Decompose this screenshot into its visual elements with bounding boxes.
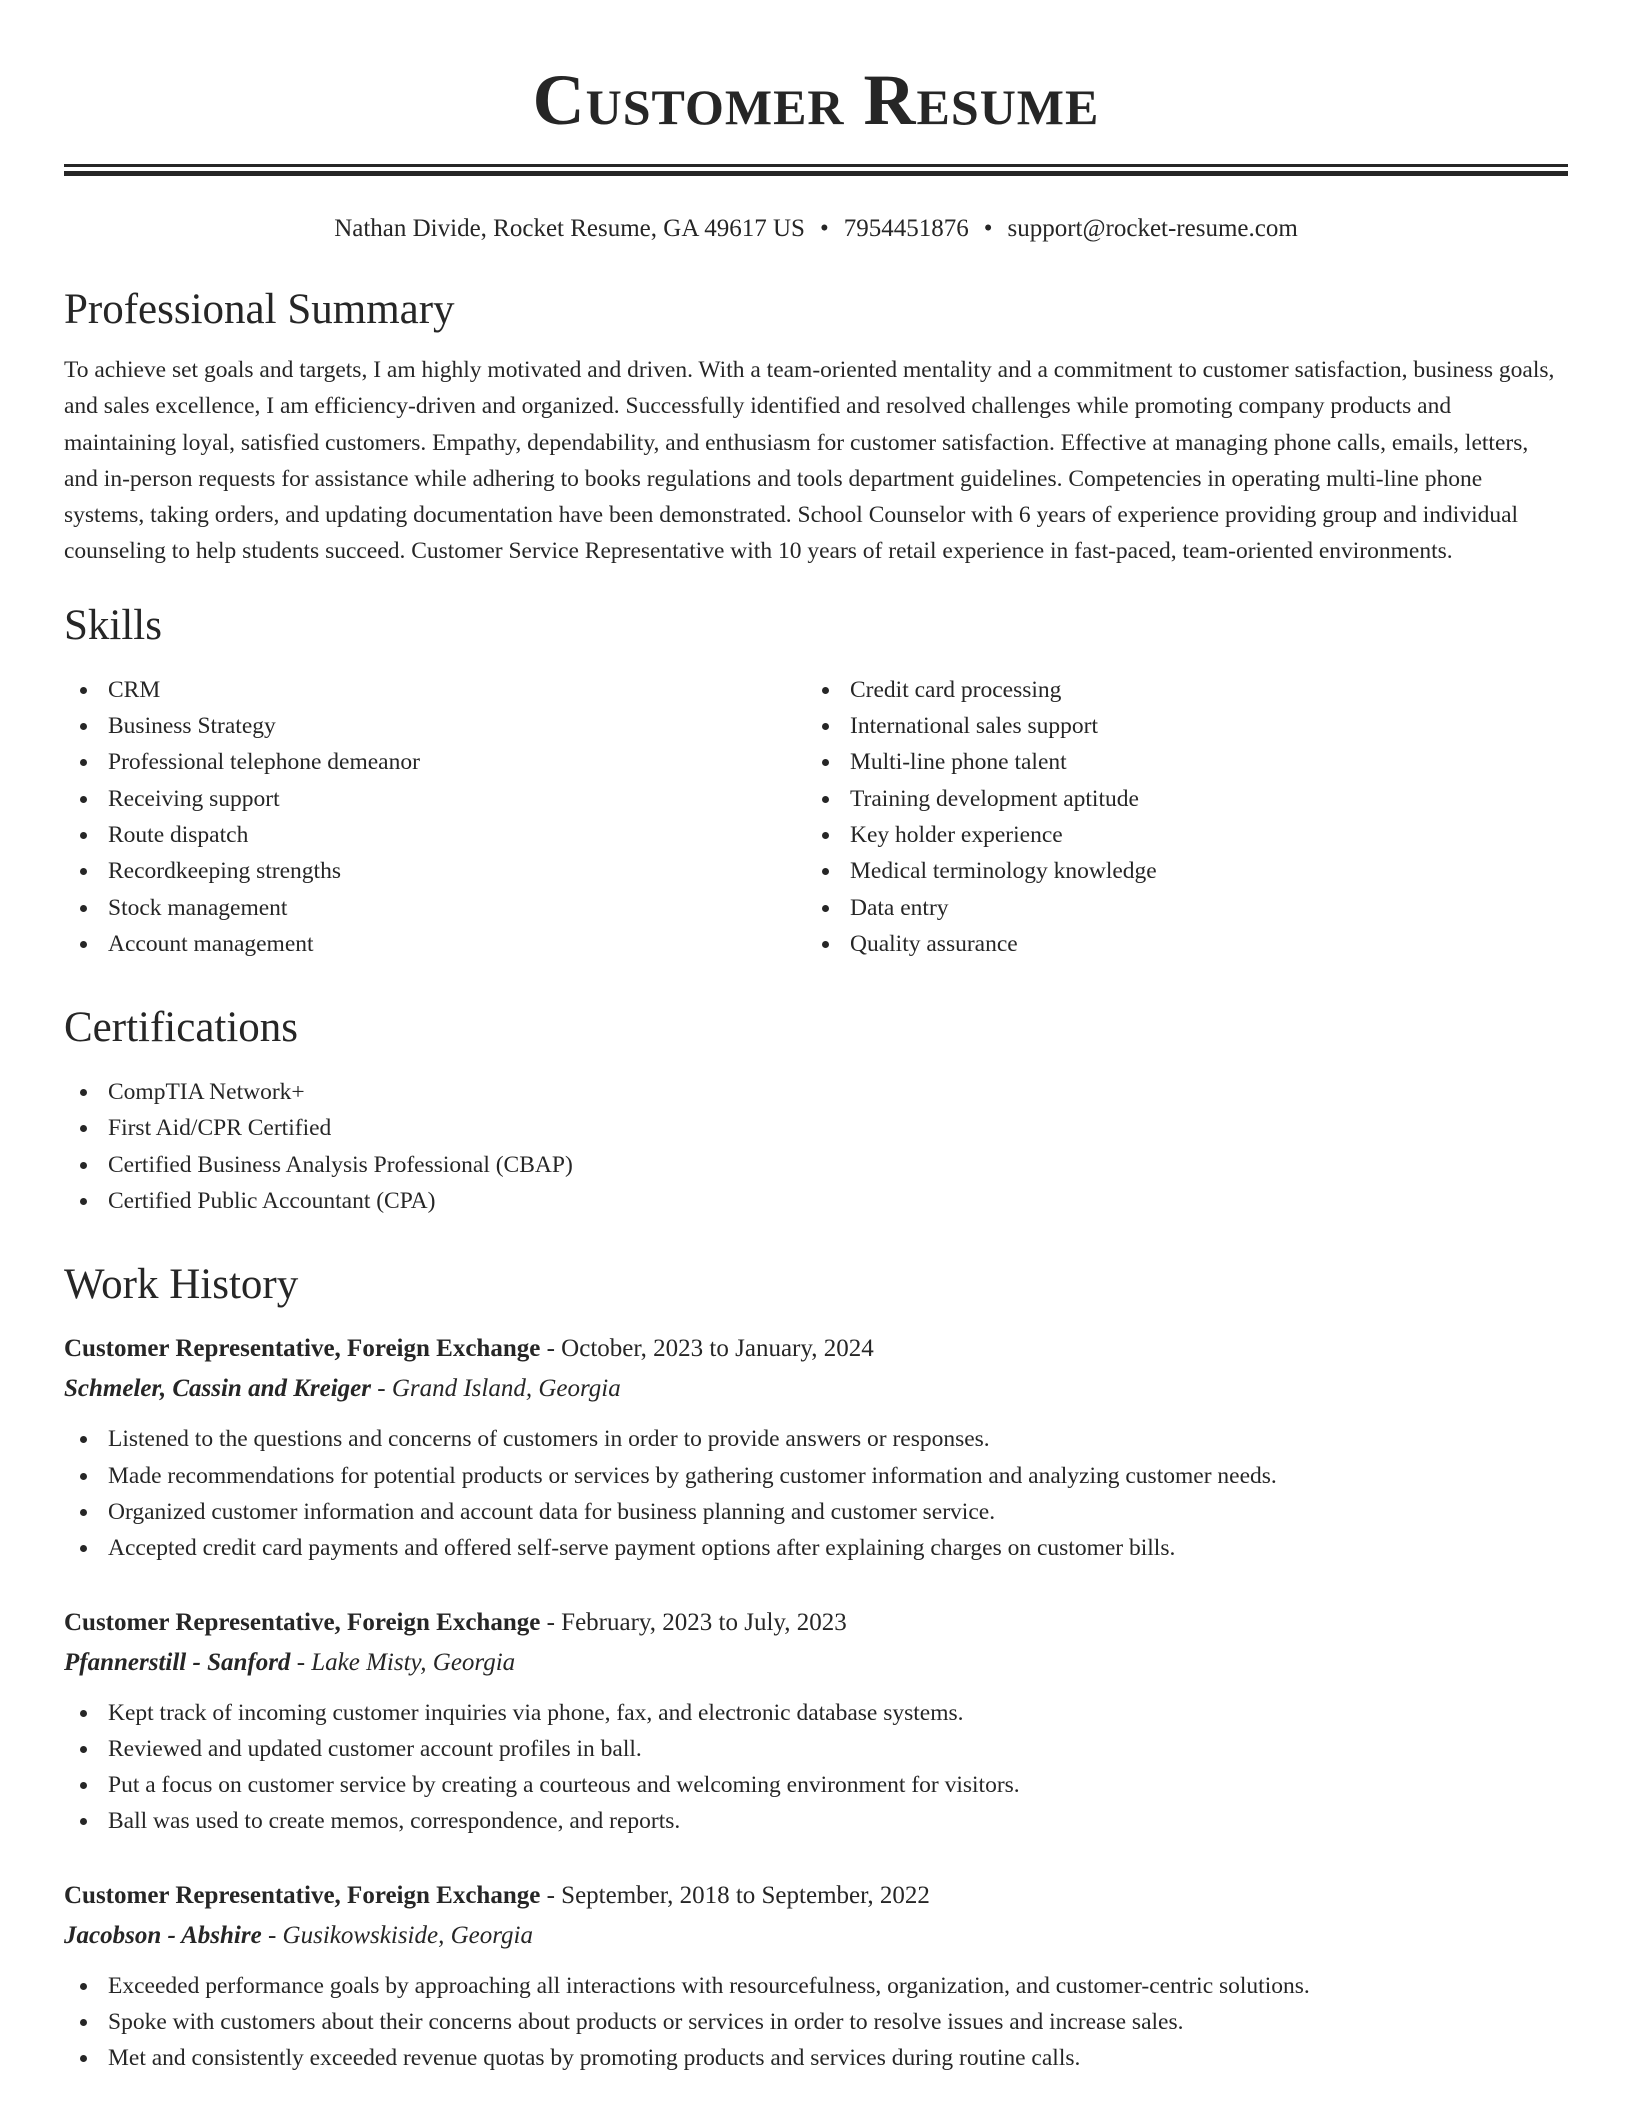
summary-heading: Professional Summary (64, 286, 455, 333)
job-role: Customer Representative, Foreign Exchange (64, 1335, 541, 1363)
job-location: - Grand Island, Georgia (371, 1375, 621, 1403)
job-bullet: Spoke with customers about their concerns about products or services in order to resolve issues and increase sales. (64, 2004, 1568, 2040)
job-bullet: Ball was used to create memos, correspondence, and reports. (64, 1803, 1568, 1839)
job-bullet: Accepted credit card payments and offered self-serve payment options after explaining charges on customer bills. (64, 1530, 1568, 1566)
job-entry (64, 1329, 1568, 1566)
job-role: Customer Representative, Foreign Exchange (64, 1608, 541, 1636)
job-dates: - February, 2023 to July, 2023 (540, 1608, 847, 1636)
job-dates: - October, 2023 to January, 2024 (540, 1335, 874, 1363)
job-bullet: Listened to the questions and concerns of customers in order to provide answers or responses. (64, 1421, 1568, 1457)
certifications-list (64, 1074, 1568, 1219)
skill-item: Business Strategy (64, 708, 806, 744)
contact-separator: • (983, 215, 993, 242)
certifications-heading: Certifications (64, 1004, 299, 1052)
work-history-heading: Work History (64, 1261, 299, 1309)
job-entry (64, 1876, 1568, 2077)
skill-item: Stock management (64, 890, 806, 926)
skill-item: Quality assurance (806, 926, 1548, 962)
skill-item: Route dispatch (64, 817, 806, 853)
skills-heading: Skills (64, 601, 162, 649)
title-divider (64, 164, 1568, 176)
job-bullet: Organized customer information and account data for business planning and customer service. (64, 1494, 1568, 1530)
resume-page (64, 0, 1568, 2077)
job-company-line (64, 1916, 1568, 1956)
skill-item: Medical terminology knowledge (806, 853, 1548, 889)
job-bullet: Reviewed and updated customer account profiles in ball. (64, 1731, 1568, 1767)
job-company: Jacobson - Abshire (64, 1921, 262, 1949)
skill-item: Recordkeeping strengths (64, 853, 806, 889)
contact-email: support@rocket-resume.com (1007, 215, 1298, 242)
contact-line (64, 212, 1568, 246)
resume-title: Customer Resume (532, 60, 1100, 140)
skills-columns (64, 672, 1568, 962)
job-bullets (64, 1968, 1568, 2077)
job-dates: - September, 2018 to September, 2022 (540, 1881, 930, 1909)
job-role: Customer Representative, Foreign Exchange (64, 1881, 541, 1909)
job-location: - Lake Misty, Georgia (290, 1648, 516, 1676)
job-company-line (64, 1643, 1568, 1683)
job-title-line (64, 1876, 1568, 1916)
skill-item: International sales support (806, 708, 1548, 744)
skill-item: Receiving support (64, 781, 806, 817)
job-bullet: Exceeded performance goals by approaching all interactions with resourcefulness, organization, and customer-centric solutions. (64, 1968, 1568, 2004)
certification-item: Certified Public Accountant (CPA) (64, 1183, 1568, 1219)
job-bullet: Met and consistently exceeded revenue quotas by promoting products and services during routine calls. (64, 2040, 1568, 2076)
certification-item: CompTIA Network+ (64, 1074, 1568, 1110)
contact-separator: • (819, 215, 829, 242)
job-bullet: Kept track of incoming customer inquiries via phone, fax, and electronic database systems. (64, 1695, 1568, 1731)
job-entry (64, 1603, 1568, 1840)
job-bullets (64, 1421, 1568, 1566)
skill-item: Professional telephone demeanor (64, 744, 806, 780)
contact-phone: 7954451876 (843, 215, 969, 242)
job-title-line (64, 1603, 1568, 1643)
skill-item: Multi-line phone talent (806, 744, 1548, 780)
skill-item: Data entry (806, 890, 1548, 926)
job-location: - Gusikowskiside, Georgia (261, 1921, 533, 1949)
job-bullet: Made recommendations for potential products or services by gathering customer information and analyzing customer needs. (64, 1458, 1568, 1494)
job-company: Schmeler, Cassin and Kreiger (64, 1375, 371, 1403)
summary-text: To achieve set goals and targets, I am highly motivated and driven. With a team-oriented mentality and a commitment to customer satisfaction, business goals, and sales excellence, I am efficiency-driven and organized. Successfully identified and resolved challenges while promoting company products and maintaining loyal, satisfied customers. Empathy, dependability, and enthusiasm for customer satisfaction. Effective at managing phone calls, emails, letters, and in-person requests for assistance while adhering to books regulations and tools department guidelines. Competencies in operating multi-line phone systems, taking orders, and updating documentation have been demonstrated. School Counselor with 6 years of experience providing group and individual counseling to help students succeed. Customer Service Representative with 10 years of retail experience in fast-paced, team-oriented environments. (64, 357, 1555, 565)
skill-item: CRM (64, 672, 806, 708)
certification-item: Certified Business Analysis Professional (CBAP) (64, 1147, 1568, 1183)
skills-list-right (806, 672, 1548, 962)
skill-item: Key holder experience (806, 817, 1548, 853)
skill-item: Account management (64, 926, 806, 962)
certification-item: First Aid/CPR Certified (64, 1110, 1568, 1146)
job-company-line (64, 1369, 1568, 1409)
job-company: Pfannerstill - Sanford (64, 1648, 291, 1676)
job-bullets (64, 1695, 1568, 1840)
skill-item: Credit card processing (806, 672, 1548, 708)
skills-list-left (64, 672, 806, 962)
job-bullet: Put a focus on customer service by creating a courteous and welcoming environment for visitors. (64, 1767, 1568, 1803)
skill-item: Training development aptitude (806, 781, 1548, 817)
contact-address: Nathan Divide, Rocket Resume, GA 49617 US (334, 215, 805, 242)
job-title-line (64, 1329, 1568, 1369)
